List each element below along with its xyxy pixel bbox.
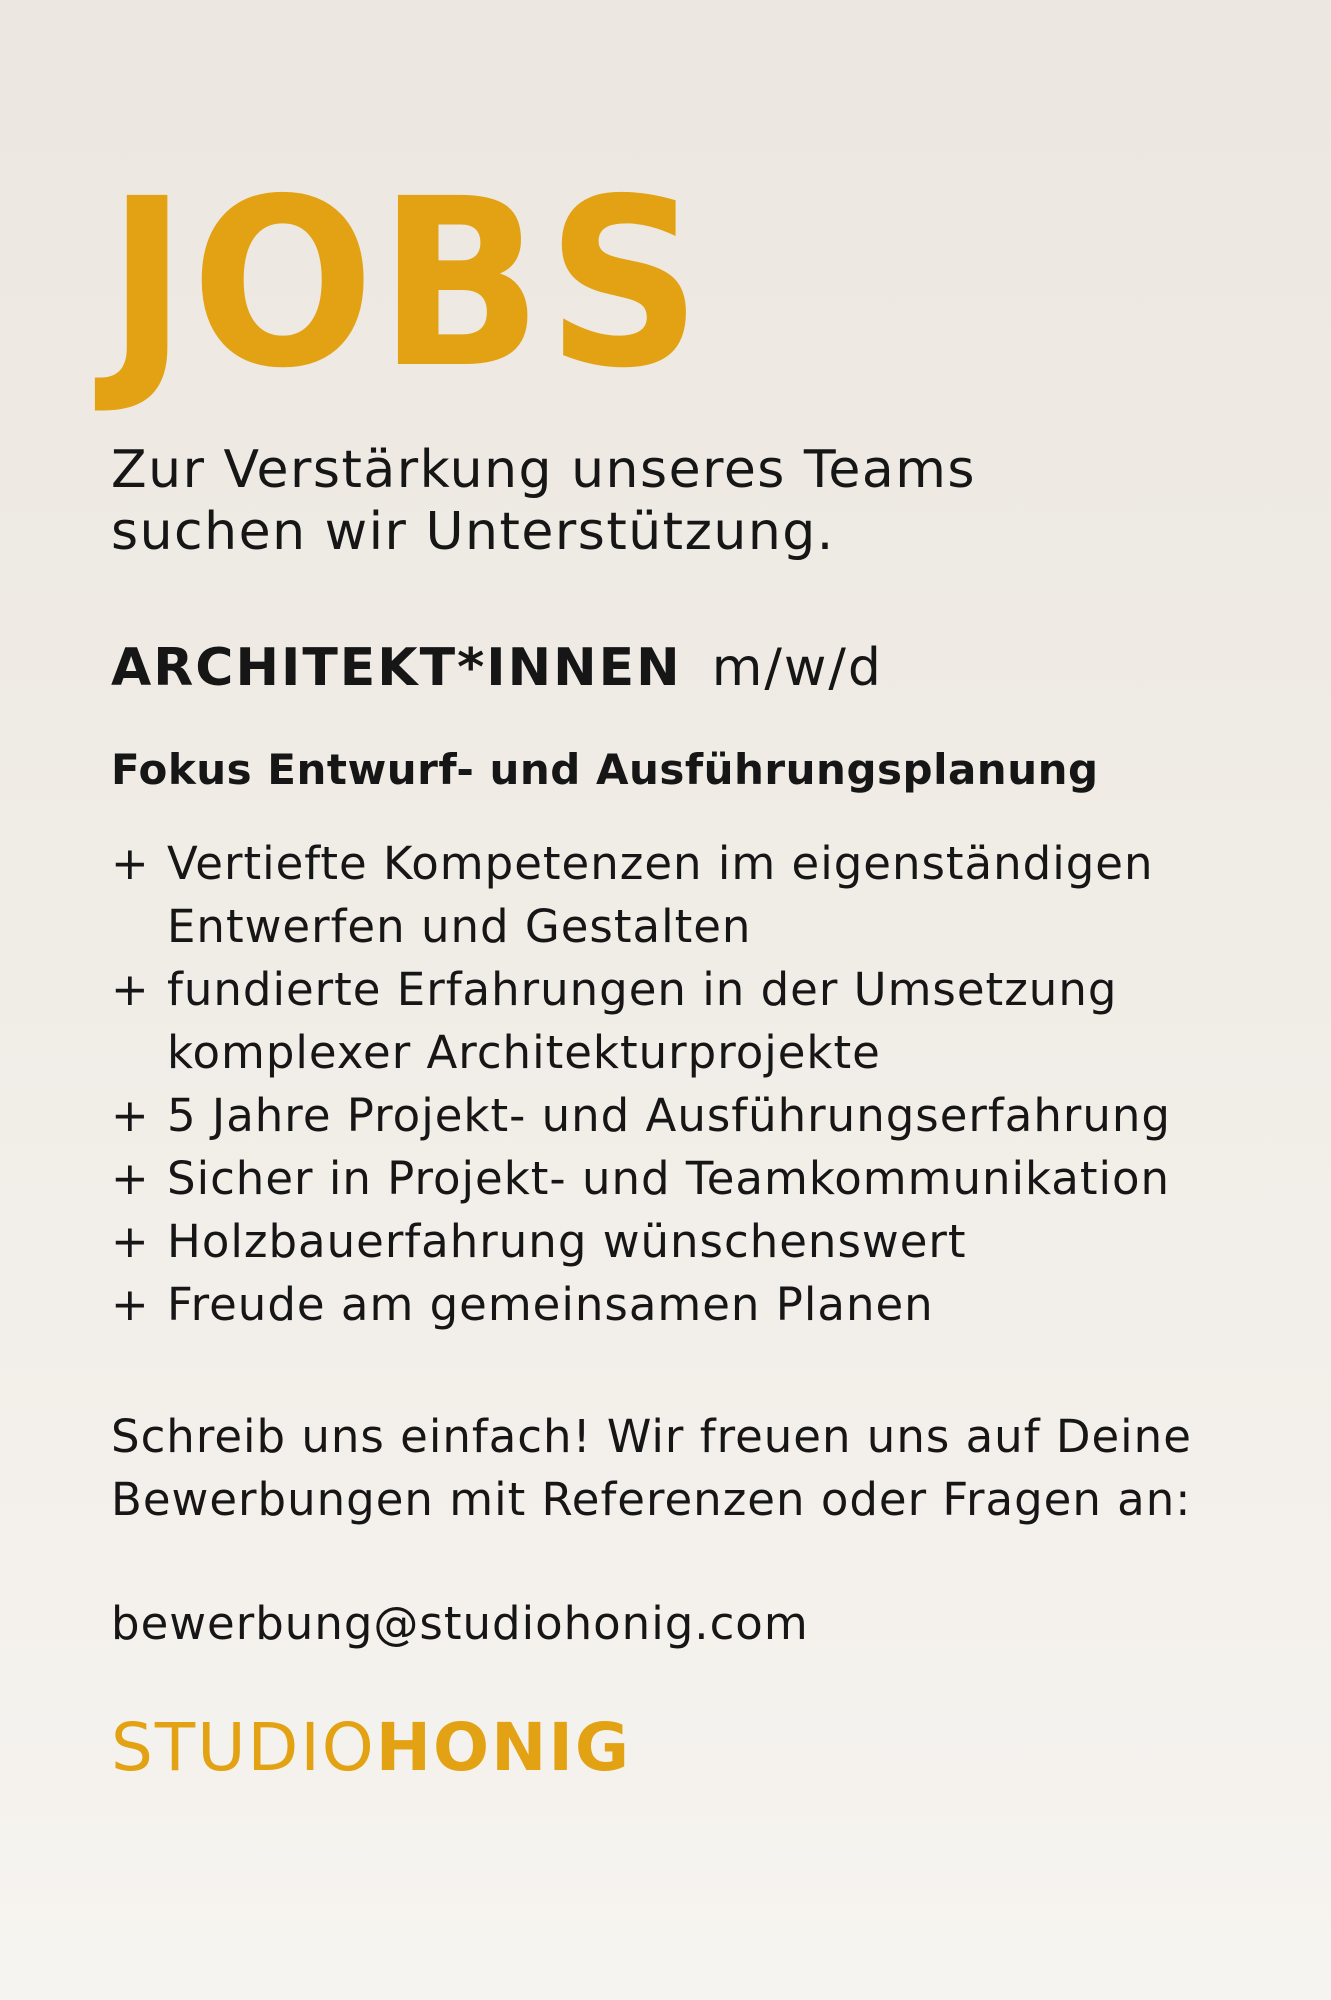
- studio-logo: [111, 1708, 631, 1788]
- requirement-line: fundierte Erfahrungen in der Umsetzung: [167, 963, 1118, 1016]
- requirement-item: [111, 1210, 1171, 1273]
- email-link[interactable]: bewerbung@studiohonig.com: [111, 1597, 809, 1650]
- requirement-line: 5 Jahre Projekt- und Ausführungserfahrung: [167, 1089, 1171, 1142]
- logo-studio-text: STUDIO: [111, 1709, 376, 1786]
- position-title: ARCHITEKT*INNEN: [111, 638, 682, 698]
- focus-heading: Fokus Entwurf- und Ausführungsplanung: [111, 745, 1099, 794]
- requirement-item: [111, 1147, 1171, 1210]
- plus-bullet-icon: +: [111, 1215, 150, 1268]
- plus-bullet-icon: +: [111, 1152, 150, 1205]
- plus-bullet-icon: +: [111, 1278, 150, 1331]
- cta-line: Schreib uns einfach! Wir freuen uns auf Deine: [111, 1410, 1192, 1463]
- call-to-action: [111, 1405, 1192, 1531]
- plus-bullet-icon: +: [111, 1089, 150, 1142]
- position-gender: m/w/d: [711, 638, 883, 698]
- requirement-item: [111, 958, 1171, 1084]
- requirement-item: [111, 832, 1171, 958]
- page-title: JOBS: [107, 149, 706, 419]
- cta-line: Bewerbungen mit Referenzen oder Fragen an:: [111, 1473, 1192, 1526]
- intro-text: [111, 439, 976, 563]
- logo-honig-text: HONIG: [375, 1709, 632, 1786]
- position-heading: [111, 636, 883, 700]
- requirement-line: Freude am gemeinsamen Planen: [167, 1278, 934, 1331]
- requirement-item: [111, 1273, 1171, 1336]
- requirement-line: Holzbauerfahrung wünschenswert: [167, 1215, 967, 1268]
- requirement-line: Entwerfen und Gestalten: [167, 900, 752, 953]
- plus-bullet-icon: +: [111, 963, 150, 1016]
- requirement-item: [111, 1084, 1171, 1147]
- requirement-line: komplexer Architekturprojekte: [167, 1026, 881, 1079]
- intro-line: Zur Verstärkung unseres Teams: [111, 440, 976, 500]
- requirement-line: Sicher in Projekt- und Teamkommunikation: [167, 1152, 1171, 1205]
- requirements-list: [111, 832, 1171, 1336]
- intro-line: suchen wir Unterstützung.: [111, 502, 835, 562]
- requirement-line: Vertiefte Kompetenzen im eigenständigen: [167, 837, 1154, 890]
- plus-bullet-icon: +: [111, 837, 150, 890]
